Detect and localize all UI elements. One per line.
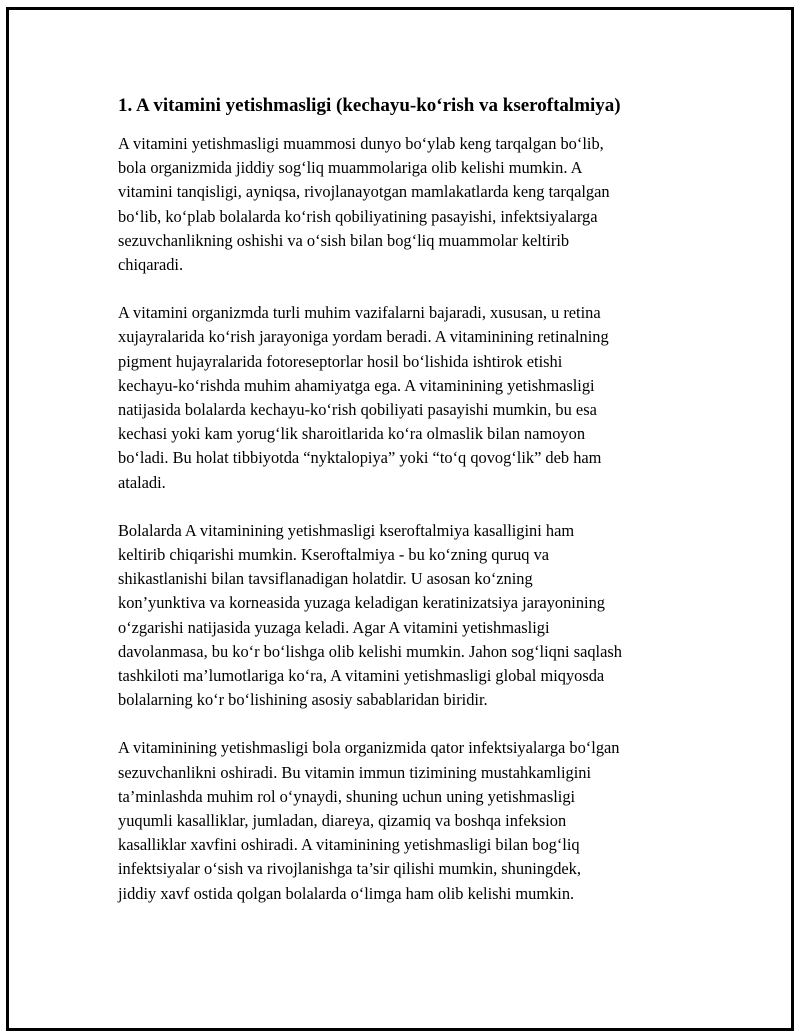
paragraph-line: jiddiy xavf ostida qolgan bolalarda o‘limga ham olib kelishi mumkin. — [118, 883, 575, 903]
paragraph-line: chiqaradi. — [118, 255, 184, 275]
paragraph-line: kechasi yoki kam yorug‘lik sharoitlarida ko‘ra olmaslik bilan namoyon — [118, 424, 586, 444]
paragraph-line: bola organizmida jiddiy sog‘liq muammolariga olib kelishi mumkin. A — [118, 158, 583, 178]
paragraph-line: kasalliklar xavfini oshiradi. A vitaminining yetishmasligi bilan bog‘liq — [118, 835, 580, 855]
paragraph-line: ataladi. — [118, 472, 166, 492]
paragraph-1 — [118, 132, 693, 277]
section-heading: 1. A vitamini yetishmasligi (kechayu-ko‘rish va kseroftalmiya) — [118, 95, 621, 116]
paragraph-line: bo‘ladi. Bu holat tibbiyotda “nyktalopiya” yoki “to‘q qovog‘lik” deb ham — [118, 448, 602, 468]
paragraph-line: bo‘lib, ko‘plab bolalarda ko‘rish qobiliyatining pasayishi, infektsiyalarga — [118, 206, 598, 226]
paragraph-line: pigment hujayralarida fotoreseptorlar hosil bo‘lishida ishtirok etishi — [118, 351, 563, 371]
paragraph-4 — [118, 736, 693, 905]
paragraph-line: yuqumli kasalliklar, jumladan, diareya, qizamiq va boshqa infeksion — [118, 811, 567, 831]
paragraph-2 — [118, 301, 693, 495]
paragraph-line: keltirib chiqarishi mumkin. Kseroftalmiya - bu ko‘zning quruq va — [118, 545, 550, 565]
paragraph-line: natijasida bolalarda kechayu-ko‘rish qobiliyati pasayishi mumkin, bu esa — [118, 400, 597, 420]
paragraph-line: sezuvchanlikning oshishi va o‘sish bilan bog‘liq muammolar keltirib — [118, 230, 570, 250]
paragraph-3 — [118, 519, 693, 713]
paragraph-line: Bolalarda A vitaminining yetishmasligi kseroftalmiya kasalligini ham — [118, 520, 575, 540]
paragraph-line: A vitamini yetishmasligi muammosi dunyo bo‘ylab keng tarqalgan bo‘lib, — [118, 134, 604, 153]
paragraph-line: xujayralarida ko‘rish jarayoniga yordam beradi. A vitaminining retinalning — [118, 327, 609, 347]
paragraph-line: kechayu-ko‘rishda muhim ahamiyatga ega. A vitaminining yetishmasligi — [118, 375, 595, 395]
paragraph-line: infektsiyalar o‘sish va rivojlanishga ta’sir qilishi mumkin, shuningdek, — [118, 859, 581, 879]
paragraph-line: A vitamini organizmda turli muhim vazifalarni bajaradi, xususan, u retina — [118, 303, 601, 323]
paragraph-line: kon’yunktiva va korneasida yuzaga keladigan keratinizatsiya jarayonining — [118, 593, 605, 613]
paragraph-line: vitamini tanqisligi, ayniqsa, rivojlanayotgan mamlakatlarda keng tarqalgan — [118, 182, 610, 202]
paragraph-line: o‘zgarishi natijasida yuzaga keladi. Agar A vitamini yetishmasligi — [118, 617, 550, 637]
paragraph-line: ta’minlashda muhim rol o‘ynaydi, shuning uchun uning yetishmasligi — [118, 786, 576, 806]
paragraph-line: tashkiloti ma’lumotlariga ko‘ra, A vitamini yetishmasligi global miqyosda — [118, 666, 605, 686]
document-body — [118, 94, 693, 930]
paragraph-line: sezuvchanlikni oshiradi. Bu vitamin immun tizimining mustahkamligini — [118, 762, 591, 782]
paragraph-line: A vitaminining yetishmasligi bola organizmida qator infektsiyalarga bo‘lgan — [118, 738, 620, 758]
paragraph-line: bolalarning ko‘r bo‘lishining asosiy sabablaridan biridir. — [118, 690, 488, 710]
paragraph-line: davolanmasa, bu ko‘r bo‘lishga olib kelishi mumkin. Jahon sog‘liqni saqlash — [118, 641, 622, 661]
paragraph-line: shikastlanishi bilan tavsiflanadigan holatdir. U asosan ko‘zning — [118, 569, 533, 589]
